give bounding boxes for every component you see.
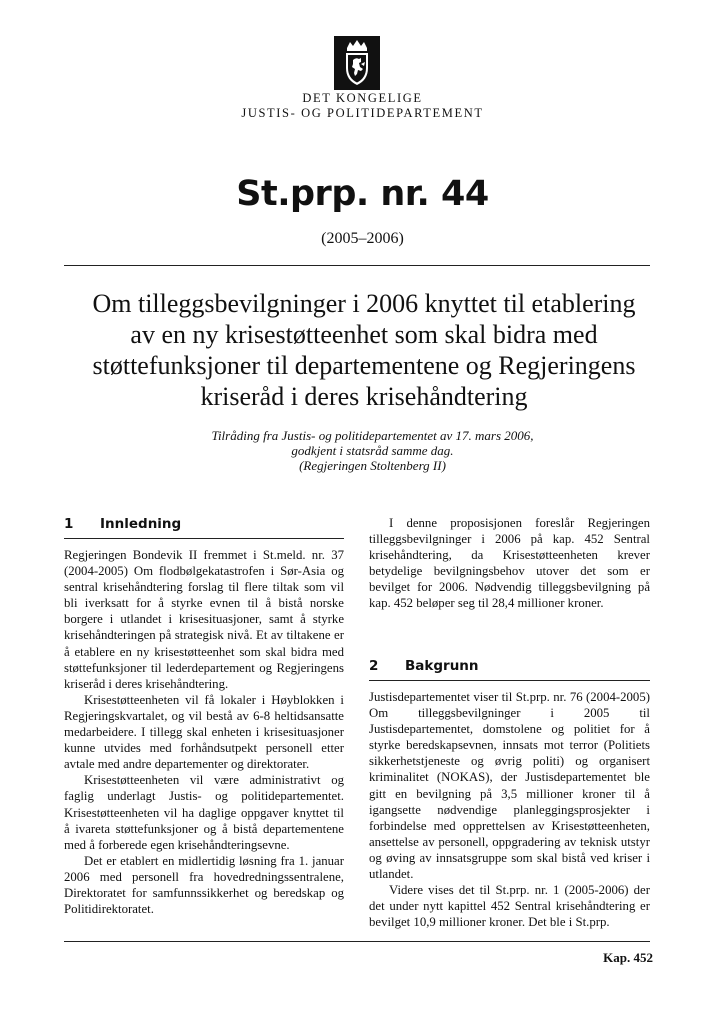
- left-column: [64, 547, 344, 917]
- section-divider: [64, 538, 344, 539]
- proposition-title: [64, 288, 664, 412]
- section-divider: [369, 680, 650, 681]
- section-number: 1: [64, 516, 74, 532]
- paragraph: Krisestøtteenheten vil være administrativt og faglig underlagt Justis- og politidepartementet. Krisestøtteenheten vil ha daglige oppgaver knyttet til å ivareta støttefunksjoner og å bistå departementene med å forberede egen krisehåndteringsevne.: [64, 773, 344, 852]
- right-column-intro: [369, 515, 650, 612]
- ministry-name-line1: DET KONGELIGE: [302, 91, 423, 105]
- norwegian-coat-of-arms-icon: [334, 36, 380, 90]
- title-line: av en ny krisestøtteenhet som skal bidra med: [130, 320, 598, 349]
- chapter-reference: Kap. 452: [603, 950, 653, 965]
- paragraph: Justisdepartementet viser til St.prp. nr. 76 (2004-2005) Om tilleggsbevilgninger i 2005 til Justisdepartementet, domstolene og politiet for å styrke beredskapsevnen, innsats mot terror (Politiets sikkerhetstjeneste og øvrig politi) og organisert kriminalitet (NOKAS), der Justisdepartementet ble gitt en bevilgning på 3,5 millioner kroner til å igangsette nødvendige planleggingsprosjekter i forbindelse med opprettelsen av Krisestøtteenheten, ansettelse av personell, oppgradering av teknisk utstyr og øving av innsatsgruppe som skal bistå ved kriser i utlandet.: [369, 690, 650, 882]
- section-number: 2: [369, 658, 379, 674]
- paragraph: I denne proposisjonen foreslår Regjeringen tilleggsbevilgninger i 2006 på kap. 452 Sentral krisehåndtering, da Krisestøtteenheten krever betydelige bevilgningsbehov utover det som er bevilget for 2006. Nødvendig tilleggsbevilgning på kap. 452 beløper seg til 28,4 millioner kroner.: [369, 516, 650, 611]
- paragraph: Videre vises det til St.prp. nr. 1 (2005-2006) der det under nytt kapittel 452 Sentral krisehåndtering er bevilget 10,9 millioner kroner. Det ble i St.prp.: [369, 883, 650, 930]
- paragraph: Krisestøtteenheten vil få lokaler i Høyblokken i Regjeringskvartalet, og vil bestå av 6-8 heltidsansatte medarbeidere. I tillegg skal enheten i krisesituasjoner kunne utvides med forhåndsutpekt personell etter avtale med andre departementer og direktorater.: [64, 692, 344, 772]
- footer-divider: [64, 941, 650, 942]
- paragraph: Regjeringen Bondevik II fremmet i St.meld. nr. 37 (2004-2005) Om flodbølgekatastrofen i Sør-Asia og sentral krisehåndtering forslag til flere tiltak som vil bli iverksatt for å styrke evnen til å bistå norske borgere i utlandet i krisesituasjoner, samt å styrke krisehåndteringen på strategisk nivå. Et av tiltakene er å etablere en ny krisestøtteenhet som skal bidra med støttefunksjoner til lederdepartement og Regjeringens kriseråd i deres krisehåndtering.: [64, 548, 344, 691]
- section-heading-innledning: [64, 516, 344, 534]
- paragraph: Det er etablert en midlertidig løsning fra 1. januar 2006 med personell fra hovedredningssentralene, Direktoratet for samfunnssikkerhet og beredskap og Politidirektoratet.: [64, 853, 344, 917]
- recommendation-line: Tilråding fra Justis- og politidepartementet av 17. mars 2006,: [211, 428, 534, 443]
- ministry-name-line2: JUSTIS- OG POLITIDEPARTEMENT: [241, 106, 484, 120]
- right-column-background: [369, 689, 650, 930]
- recommendation-line: godkjent i statsråd samme dag.: [291, 443, 454, 458]
- document-number: St.prp. nr. 44: [236, 174, 489, 214]
- title-line: støttefunksjoner til departementene og Regjeringens: [92, 351, 636, 380]
- recommendation-note: [150, 428, 595, 473]
- session-years: (2005–2006): [321, 230, 404, 247]
- section-title: Bakgrunn: [405, 658, 479, 674]
- title-top-divider: [64, 265, 650, 266]
- section-title: Innledning: [100, 516, 182, 532]
- title-line: Om tilleggsbevilgninger i 2006 knyttet til etablering: [92, 289, 636, 318]
- section-heading-bakgrunn: [369, 658, 650, 676]
- title-line: kriseråd i deres krisehåndtering: [200, 382, 528, 411]
- recommendation-line: (Regjeringen Stoltenberg II): [299, 458, 446, 473]
